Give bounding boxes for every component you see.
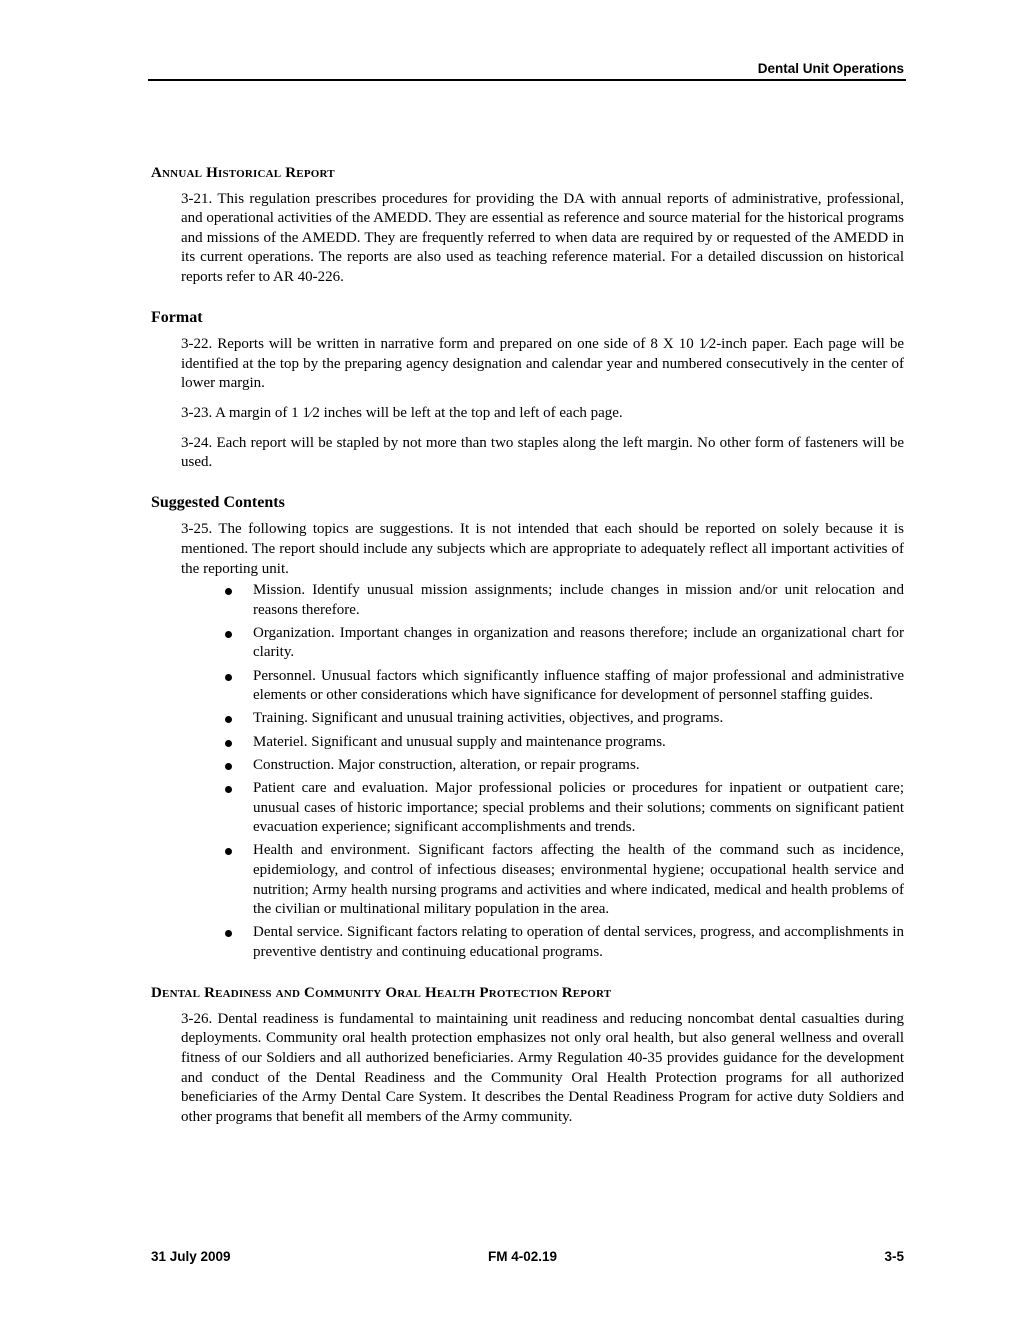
- bullet-icon: [225, 674, 232, 681]
- list-item: Dental service. Significant factors relating to operation of dental services, progress, and accomplishments in preventive dentistry and continuing educational programs.: [253, 923, 904, 962]
- subheading-suggested-contents: Suggested Contents: [151, 493, 285, 511]
- footer-manual-number: FM 4-02.19: [488, 1249, 558, 1264]
- bullet-icon: [225, 716, 232, 723]
- bullet-icon: [225, 930, 232, 937]
- paragraph-3-22: 3-22. Reports will be written in narrative form and prepared on one side of 8 X 10 1⁄2-inch paper. Each page will be identified at the top by the preparing agency designation and calendar year and numbered consecutively in the center of lower margin.: [181, 336, 904, 392]
- paragraph-3-26: 3-26. Dental readiness is fundamental to maintaining unit readiness and reducing noncombat dental casualties during deployments. Community oral health protection emphasizes not only oral health, but also general wellness and overall fitness of our Soldiers and all authorized beneficiaries. Army Regulation 40-35 provides guidance for the development and conduct of the Dental Readiness and the Community Oral Health Protection programs for all authorized beneficiaries of the Army Dental Care System. It describes the Dental Readiness Program for active duty Soldiers and other programs that benefit all members of the Army community.: [181, 1010, 904, 1125]
- section-heading-dental-readiness: Dental Readiness and Community Oral Health Protection Report: [151, 985, 612, 1002]
- suggested-topics-list: [151, 581, 904, 962]
- list-item: Patient care and evaluation. Major professional policies or procedures for inpatient or outpatient care; unusual cases of historic importance; special problems and their solutions; comments on significant patient evacuation experience; significant accomplishments and trends.: [253, 779, 904, 838]
- bullet-icon: [225, 588, 232, 595]
- paragraph-3-25: 3-25. The following topics are suggestions. It is not intended that each should be reported on solely because it is mentioned. The report should include any subjects which are appropriate to adequately reflect all important activities of the reporting unit.: [181, 521, 904, 577]
- paragraph-3-23: 3-23. A margin of 1 1⁄2 inches will be left at the top and left of each page.: [181, 404, 623, 421]
- footer-date: 31 July 2009: [151, 1249, 231, 1264]
- running-header: Dental Unit Operations: [757, 61, 904, 76]
- list-item: Training. Significant and unusual training activities, objectives, and programs.: [253, 709, 904, 729]
- header-rule: [148, 79, 906, 81]
- bullet-icon: [225, 848, 232, 855]
- list-item: Organization. Important changes in organization and reasons therefore; include an organizational chart for clarity.: [253, 624, 904, 663]
- bullet-icon: [225, 763, 232, 770]
- list-item: Personnel. Unusual factors which significantly influence staffing of major professional and administrative elements or other considerations which have significance for development of personnel staffing guides.: [253, 667, 904, 706]
- list-item: Health and environment. Significant factors affecting the health of the command such as incidence, epidemiology, and control of infectious diseases; environmental hygiene; occupational health service and nutrition; Army health nursing programs and activities and where indicated, medical and health problems of the civilian or multinational military population in the area.: [253, 841, 904, 919]
- section-heading-annual-historical-report: Annual Historical Report: [151, 165, 335, 181]
- subheading-format: Format: [151, 308, 203, 326]
- footer-page-number: 3-5: [884, 1249, 904, 1264]
- document-body: [151, 164, 904, 1127]
- paragraph-3-21: 3-21. This regulation prescribes procedures for providing the DA with annual reports of administrative, professional, and operational activities of the AMEDD. They are essential as reference and source material for the historical programs and missions of the AMEDD. They are frequently referred to when data are required by or requested of the AMEDD in its current operations. The reports are also used as teaching reference material. For a detailed discussion on historical reports refer to AR 40-226.: [181, 190, 904, 285]
- bullet-icon: [225, 631, 232, 638]
- paragraph-3-24: 3-24. Each report will be stapled by not more than two staples along the left margin. No other form of fasteners will be used.: [181, 434, 904, 471]
- list-item: Materiel. Significant and unusual supply and maintenance programs.: [253, 733, 904, 753]
- bullet-icon: [225, 786, 232, 793]
- list-item: Construction. Major construction, alteration, or repair programs.: [253, 756, 904, 776]
- bullet-icon: [225, 740, 232, 747]
- list-item: Mission. Identify unusual mission assignments; include changes in mission and/or unit relocation and reasons therefore.: [253, 581, 904, 620]
